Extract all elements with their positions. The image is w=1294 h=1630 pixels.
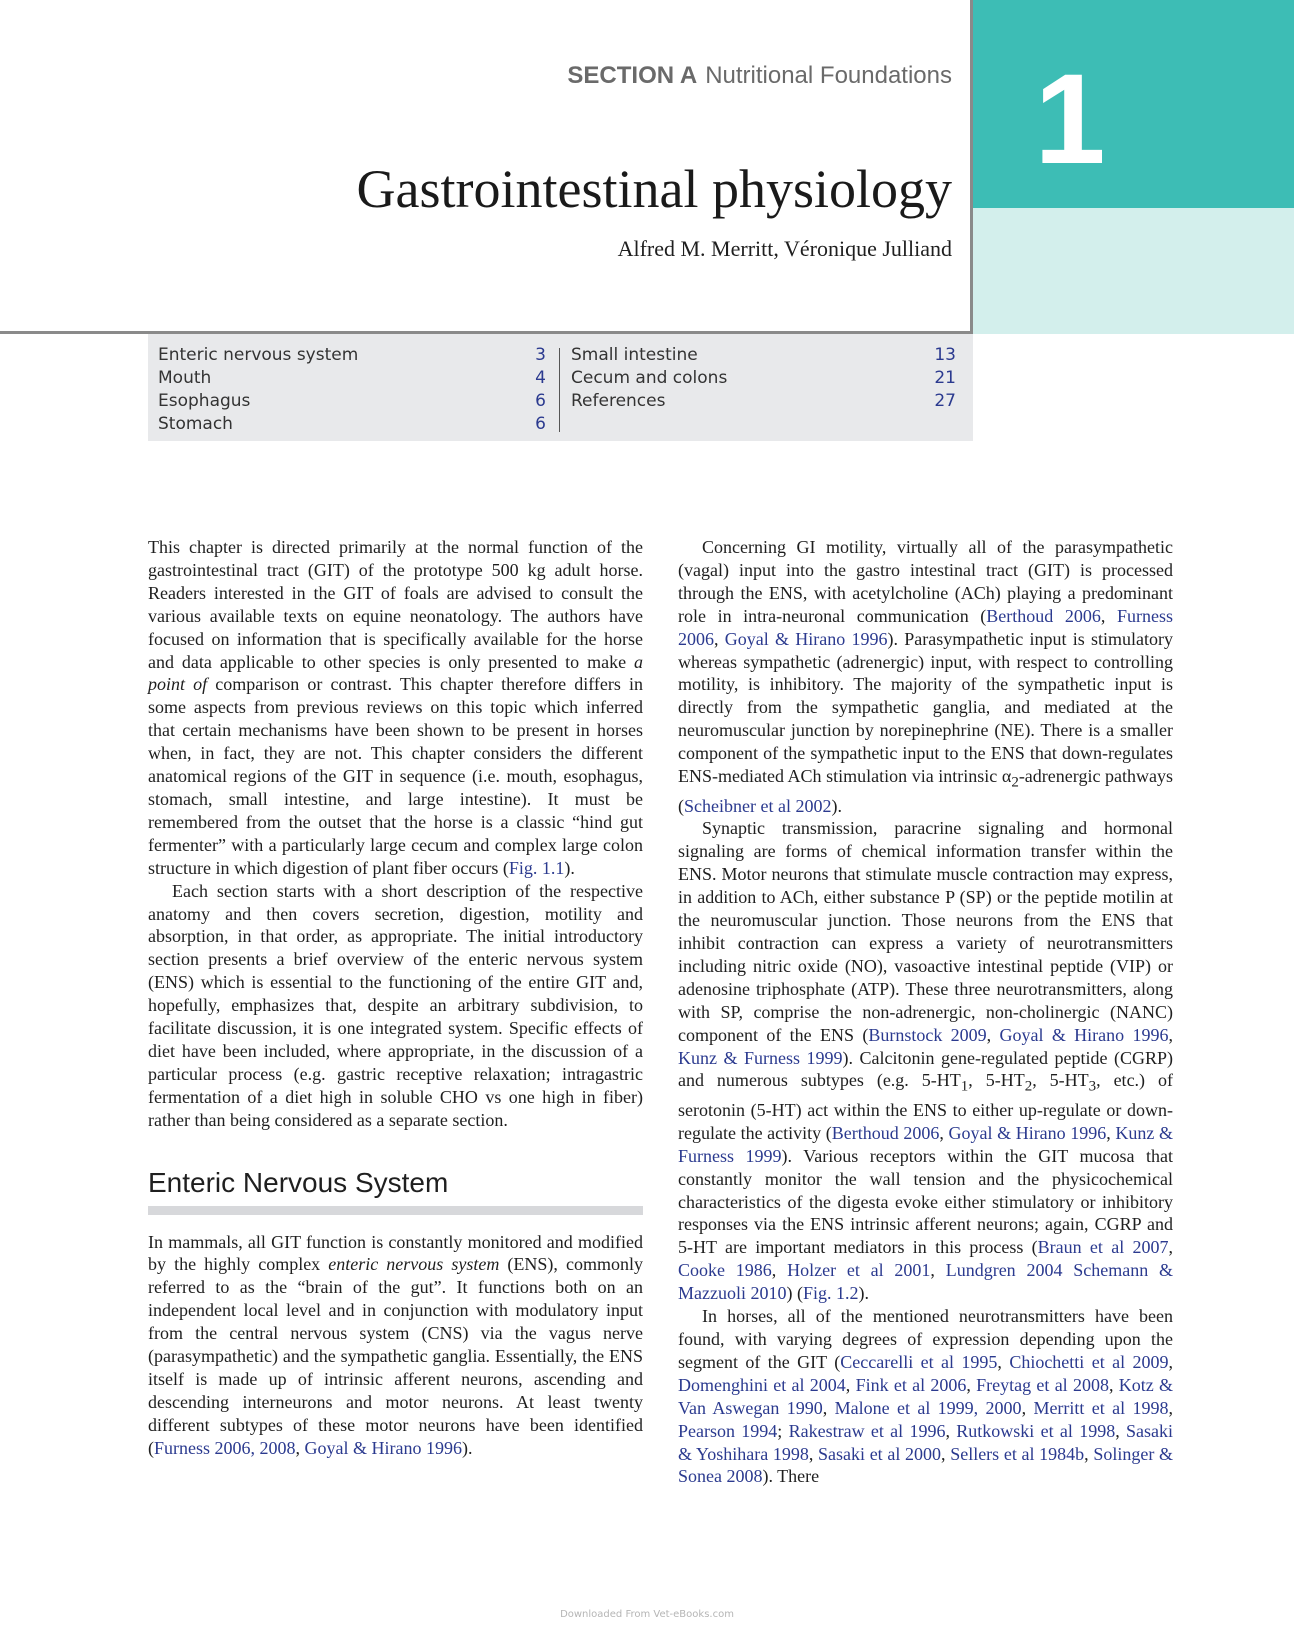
text-run: , [945,1420,957,1441]
paragraph-synaptic [678,817,1173,1305]
section-name: Nutritional Foundations [705,62,952,89]
text-run: , [930,1260,946,1281]
text-run: , [966,1374,977,1395]
citation-link[interactable]: Cooke 1986 [678,1260,772,1281]
citation-link[interactable]: Goyal & Hirano 1996 [724,628,888,649]
toc-item[interactable] [571,344,968,367]
toc-item[interactable] [158,413,558,436]
toc-divider [559,348,560,432]
chapter-number: 1 [1034,48,1106,191]
body-column-left [148,536,643,1460]
text-run: -adrenergic pathways ( [678,766,1173,816]
text-run: In mammals, all GIT function is constantly monitored and modified by the highly complex [148,1231,643,1275]
text-run: , [295,1437,305,1458]
toc-item-page: 3 [535,345,546,365]
table-of-contents [148,334,973,441]
text-run: , 5-HT [1032,1070,1089,1091]
citation-link[interactable]: Sellers et al 1984b [950,1443,1085,1464]
citation-link[interactable]: Holzer et al 2001 [787,1260,931,1281]
text-run: Concerning GI motility, virtually all of the parasympathetic (vagal) input into the gastro intestinal tract (GIT) is processed through the ENS, with acetylcholine (ACh) playing a predominant role in intra-neuronal communication ( [678,537,1173,626]
paragraph-ens [148,1231,643,1460]
citation-link[interactable]: Merritt et al 1998 [1033,1397,1169,1418]
text-run: , [1168,1237,1173,1258]
text-run: ). Various receptors within the GIT mucosa that constantly monitor the wall tension and the physicochemical characteristics of the digesta evoke either stimulatory or inhibitory responses via the ENS intrinsic afferent neurons; again, CGRP and 5-HT are important mediators in this process ( [678,1145,1173,1258]
citation-link[interactable]: Solinger & Sonea 2008 [678,1443,1174,1487]
toc-item-title: Stomach [158,414,233,434]
toc-item-title: Mouth [158,368,212,388]
text-run: This chapter is directed primarily at the normal function of the gastrointestinal tract (GIT) of the prototype 500 kg adult horse. Readers interested in the GIT of foals are advised to consult the various available texts on equine neonatology. The authors have focused on information that is specifically available for the horse and data applicable to other species is only presented to make [148,537,643,672]
text-run: , [1021,1397,1034,1418]
text-run: , 5-HT [968,1070,1025,1091]
text-run: , etc.) of serotonin (5-HT) act within the ENS to either up-regulate or down-regulate the activity ( [678,1070,1173,1143]
text-run: ). [564,857,575,878]
text-run: Synaptic transmission, paracrine signaling and hormonal signaling are forms of chemical information transfer within the ENS. Motor neurons that stimulate muscle contraction may express, in addition to ACh, either substance P (SP) or the peptide motilin at the neuromuscular junction. Those neurons from the ENS that inhibit contraction can express a variety of neurotransmitters including nitric oxide (NO), vasoactive intestinal peptide (VIP) or adenosine triphosphate (ATP). These three neurotransmitters, along with SP, comprise the non-adrenergic, non-cholinergic (NANC) component of the ENS ( [678,818,1173,1045]
chapter-authors: Alfred M. Merritt, Véronique Julliand [617,236,952,261]
toc-item-page: 6 [535,414,546,434]
citation-link[interactable]: Pearson 1994 [678,1420,778,1441]
figure-link[interactable]: Fig. 1.2 [802,1283,859,1304]
text-run: ). [462,1437,473,1458]
text-run: , [1168,1351,1173,1372]
text-run: , [1106,1122,1116,1143]
toc-column-right [571,344,968,413]
text-run: , [1168,1397,1174,1418]
toc-item-page: 6 [535,391,546,411]
toc-item[interactable] [571,390,968,413]
emphasis: enteric nervous system [328,1254,500,1275]
text-run: , [822,1397,835,1418]
figure-link[interactable]: Fig. 1.1 [508,857,565,878]
paragraph-horses [678,1305,1173,1488]
download-footer: Downloaded From Vet-eBooks.com [560,1609,734,1620]
text-run: ). Calcitonin gene-regulated peptide (CGRP) and numerous subtypes (e.g. 5-HT [678,1047,1173,1091]
toc-item-title: References [571,391,666,411]
citation-link[interactable]: Furness 2006 [678,605,1174,649]
citation-link[interactable]: Malone et al 1999, 2000 [834,1397,1022,1418]
text-run: , [1115,1420,1127,1441]
citation-link[interactable]: Kunz & Furness 1999 [678,1047,843,1068]
citation-link[interactable]: Scheibner et al 2002 [684,795,832,816]
citation-link[interactable]: Kotz & Van Aswegan 1990 [678,1374,1174,1418]
citation-link[interactable]: Kunz & Furness 1999 [678,1122,1174,1166]
text-run: , [808,1443,819,1464]
text-run: , [714,628,725,649]
section-heading: Enteric Nervous System [148,1166,449,1198]
citation-link[interactable]: Lundgren 2004 Schemann & Mazzuoli 2010 [678,1260,1174,1304]
toc-item-title: Small intestine [571,345,698,365]
subscript: 3 [1088,1079,1097,1096]
emphasis: a point of [148,651,643,695]
toc-item-page: 4 [535,368,546,388]
citation-link[interactable]: Furness 2006, 2008 [154,1437,296,1458]
toc-item[interactable] [158,367,558,390]
text-run: , [939,1122,949,1143]
text-run: , [941,1443,951,1464]
citation-link[interactable]: Freytag et al 2008 [976,1374,1109,1395]
text-run: ). There [762,1466,820,1487]
text-run: In horses, all of the mentioned neurotransmitters have been found, with varying degrees of expression depending upon the segment of the GIT ( [678,1306,1173,1372]
citation-link[interactable]: Rakestraw et al 1996 [788,1420,946,1441]
section-heading-bar [148,1206,643,1215]
citation-link[interactable]: Domenghini et al 2004 [678,1374,846,1395]
citation-link[interactable]: Goyal & Hirano 1996 [948,1122,1107,1143]
toc-item-page: 13 [934,345,956,365]
toc-item[interactable] [158,344,558,367]
citation-link[interactable]: Braun et al 2007 [1037,1237,1169,1258]
paragraph-motility [678,536,1173,817]
citation-link[interactable]: Fink et al 2006 [855,1374,967,1395]
text-run: , [845,1374,856,1395]
paragraph-overview: Each section starts with a short description of the respective anatomy and then covers secretion, digestion, motility and absorption, in that order, as appropriate. The initial introductory section presents a brief overview of the enteric nervous system (ENS) which is essential to the functioning of the entire GIT and, hopefully, emphasizes that, despite an arbitrary subdivision, to facilitate discussion, it is one integrated system. Specific effects of diet have been included, where appropriate, in the discussion of a particular process (e.g. gastric receptive relaxation; intragastric fermentation of a diet high in soluble CHO vs one high in fiber) rather than being considered as a separate section. [148,880,643,1130]
body-column-right [678,536,1173,1488]
text-run: , [1100,605,1117,626]
text-run: , [1168,1024,1174,1045]
paragraph-intro [148,536,643,880]
text-run: ). Parasympathetic input is stimulatory whereas sympathetic (adrenergic) input, with respect to controlling motility, is inhibitory. The majority of the sympathetic input is directly from the sympathetic ganglia, and mediated at the neuromuscular junction by norepinephrine (NE). There is a smaller component of the sympathetic input to the ENS that down-regulates ENS-mediated ACh stimulation via intrinsic [678,628,1173,787]
text-run: ). [858,1283,869,1304]
subscript: 2 [1011,774,1019,791]
text-run: ; [777,1420,789,1441]
section-line [567,62,952,90]
toc-item[interactable] [571,367,968,390]
text-run: (ENS), commonly referred to as the “brain of the gut”. It functions both on an independent local level and in conjunction with modulatory input from the central nervous system (CNS) via the vagus nerve (parasympathetic) and the sympathetic ganglia. Essentially, the ENS itself is made up of intrinsic afferent neurons, ascending and descending interneurons and motor neurons. At least twenty different subtypes of these motor neurons have been identified ( [148,1254,643,1458]
citation-link[interactable]: Chiochetti et al 2009 [1009,1351,1169,1372]
citation-link[interactable]: Ceccarelli et al 1995 [840,1351,998,1372]
toc-column-left [158,344,558,436]
text-run: , [771,1260,788,1281]
alpha-symbol: α [1001,766,1012,787]
citation-link[interactable]: Rutkowski et al 1998 [956,1420,1116,1441]
section-label: SECTION A [567,62,698,89]
toc-item-page: 27 [934,391,956,411]
citation-link[interactable]: Sasaki & Yoshihara 1998 [678,1420,1174,1464]
chapter-title: Gastrointestinal physiology [356,159,952,219]
header-rule-vertical [970,0,973,334]
subscript: 2 [1024,1079,1033,1096]
citation-link[interactable]: Berthoud 2006 [831,1122,940,1143]
citation-link[interactable]: Goyal & Hirano 1996 [304,1437,462,1458]
citation-link[interactable]: Burnstock 2009 [868,1024,987,1045]
text-run: , [1108,1374,1119,1395]
citation-link[interactable]: Sasaki et al 2000 [818,1443,942,1464]
text-run: comparison or contrast. This chapter therefore differs in some aspects from previous reviews on this topic which inferred that certain mechanisms have been shown to be present in horses when, in fact, they are not. This chapter considers the different anatomical regions of the GIT in sequence (i.e. mouth, esophagus, stomach, small intestine, and large intestine). It must be remembered from the outset that the horse is a classic “hind gut fermenter” with a particularly large cecum and complex large colon structure in which digestion of plant fiber occurs ( [148,674,643,878]
toc-item-title: Enteric nervous system [158,345,359,365]
citation-link[interactable]: Goyal & Hirano 1996 [999,1024,1169,1045]
toc-item-page: 21 [934,368,956,388]
subscript: 1 [960,1079,969,1096]
text-run: , [986,1024,1000,1045]
toc-item-title: Esophagus [158,391,251,411]
text-run: ) ( [786,1283,803,1304]
citation-link[interactable]: Berthoud 2006 [986,605,1101,626]
toc-item[interactable] [158,390,558,413]
text-run: ). [831,795,842,816]
text-run: , [1084,1443,1094,1464]
toc-item-title: Cecum and colons [571,368,728,388]
chapter-tab-light [970,208,1294,334]
text-run: , [997,1351,1010,1372]
